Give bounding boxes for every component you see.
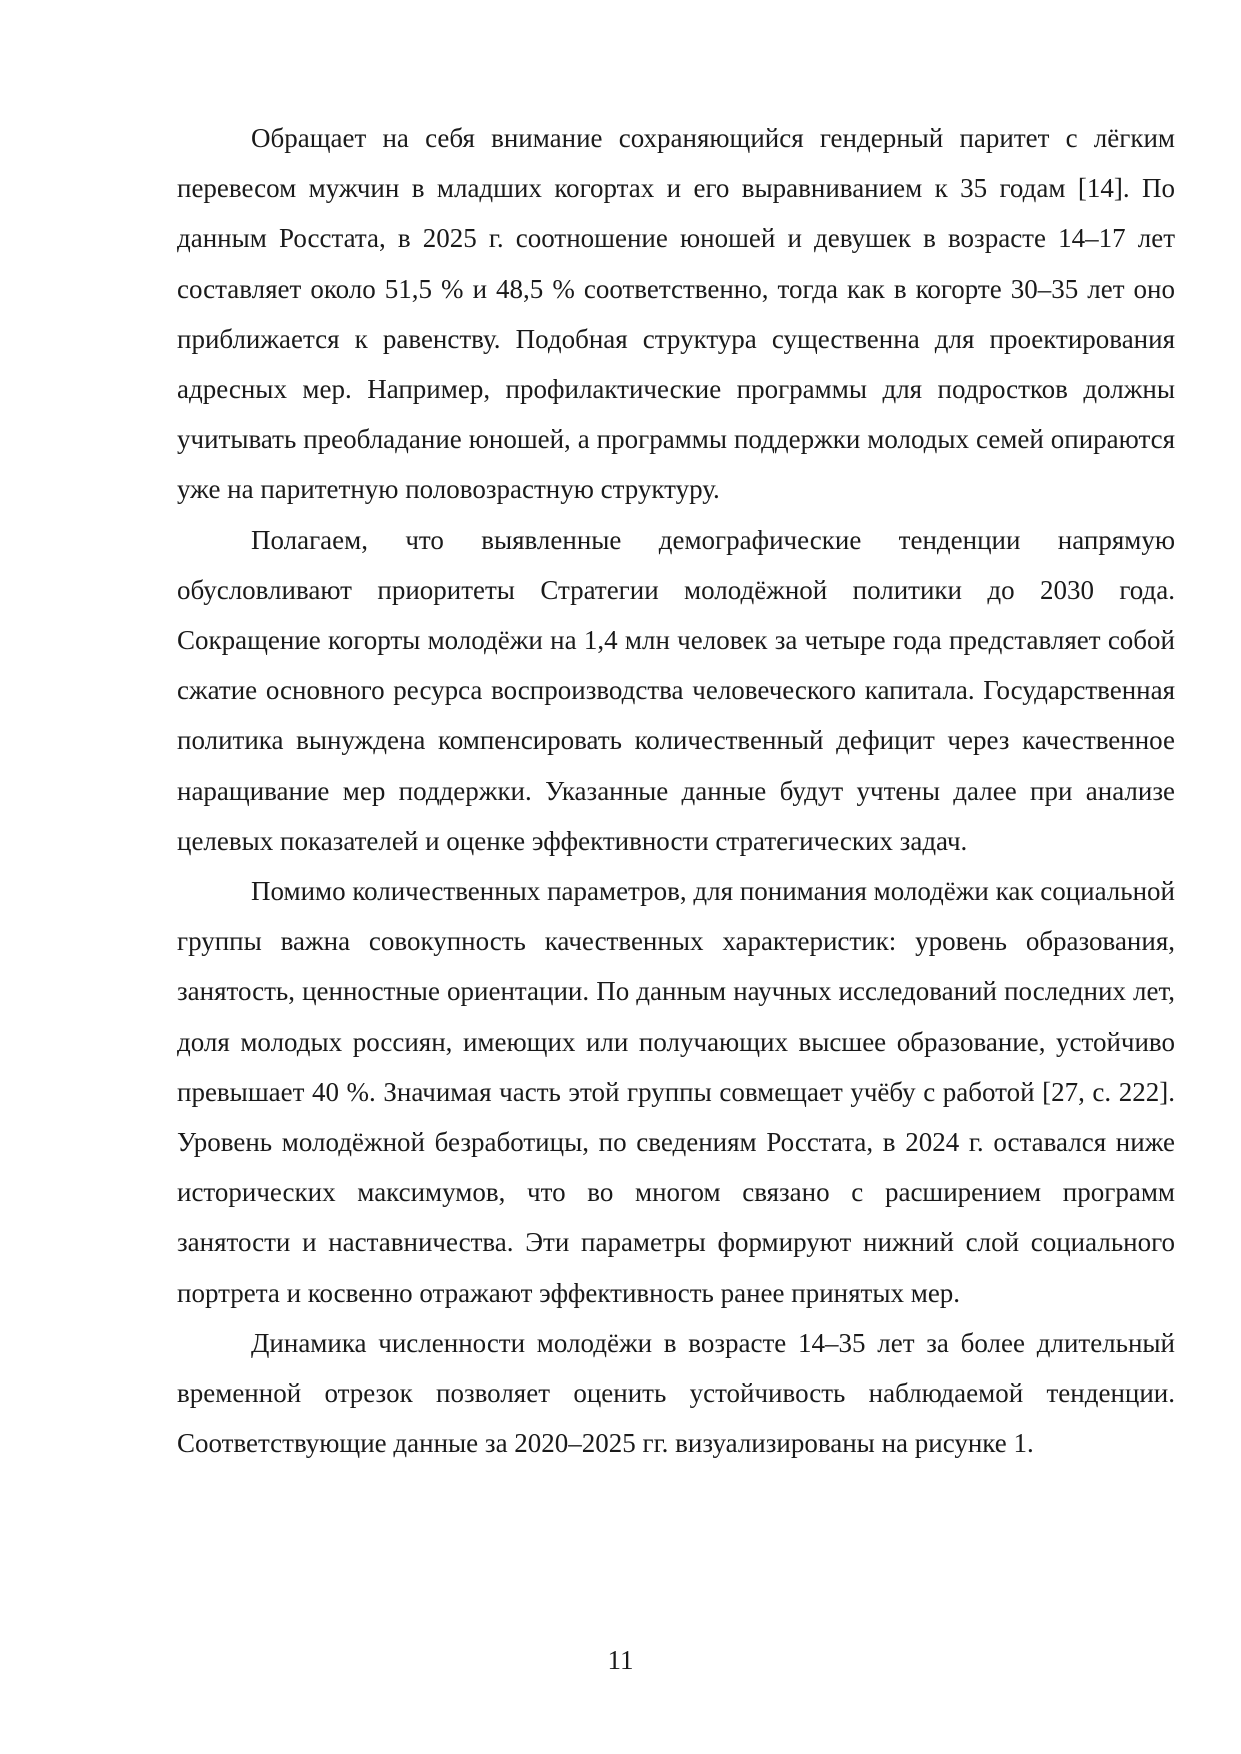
paragraph-population-dynamics: Динамика численности молодёжи в возрасте 14–35 лет за более длительный временной отрезок позволяет оценить устойчивость наблюдаемой тенденции. Соответствующие данные за 2020–2025 гг. визуализированы на рисунке 1.: [177, 1327, 1175, 1459]
paragraph-demographic-trends: Полагаем, что выявленные демографические тенденции напрямую обусловливают приоритеты Стратегии молодёжной политики до 2030 года. Сокращение когорты молодёжи на 1,4 млн человек за четыре года представляет собой сжатие основного ресурса воспроизводства человеческого капитала. Государственная политика вынуждена компенсировать количественный дефицит через качественное наращивание мер поддержки. Указанные данные будут учтены далее при анализе целевых показателей и оценке эффективности стратегических задач.: [177, 524, 1175, 856]
paragraph-qualitative-characteristics: Помимо количественных параметров, для понимания молодёжи как социальной группы важна совокупность качественных характеристик: уровень образования, занятость, ценностные ориентации. По данным научных исследований последних лет, доля молодых россиян, имеющих или получающих высшее образование, устойчиво превышает 40 %. Значимая часть этой группы совмещает учёбу с работой [27, с. 222]. Уровень молодёжной безработицы, по сведениям Росстата, в 2024 г. оставался ниже исторических максимумов, что во многом связано с расширением программ занятости и наставничества. Эти параметры формируют нижний слой социального портрета и косвенно отражают эффективность ранее принятых мер.: [177, 876, 1175, 1308]
page-number: 11: [607, 1645, 634, 1675]
text-body: [177, 113, 1175, 1468]
paragraph-gender-parity: Обращает на себя внимание сохраняющийся гендерный паритет с лёгким перевесом мужчин в младших когортах и его выравниванием к 35 годам [14]. По данным Росстата, в 2025 г. соотношение юношей и девушек в возрасте 14–17 лет составляет около 51,5 % и 48,5 % соответственно, тогда как в когорте 30–35 лет оно приближается к равенству. Подобная структура существенна для проектирования адресных мер. Например, профилактические программы для подростков должны учитывать преобладание юношей, а программы поддержки молодых семей опираются уже на паритетную половозрастную структуру.: [177, 123, 1175, 505]
